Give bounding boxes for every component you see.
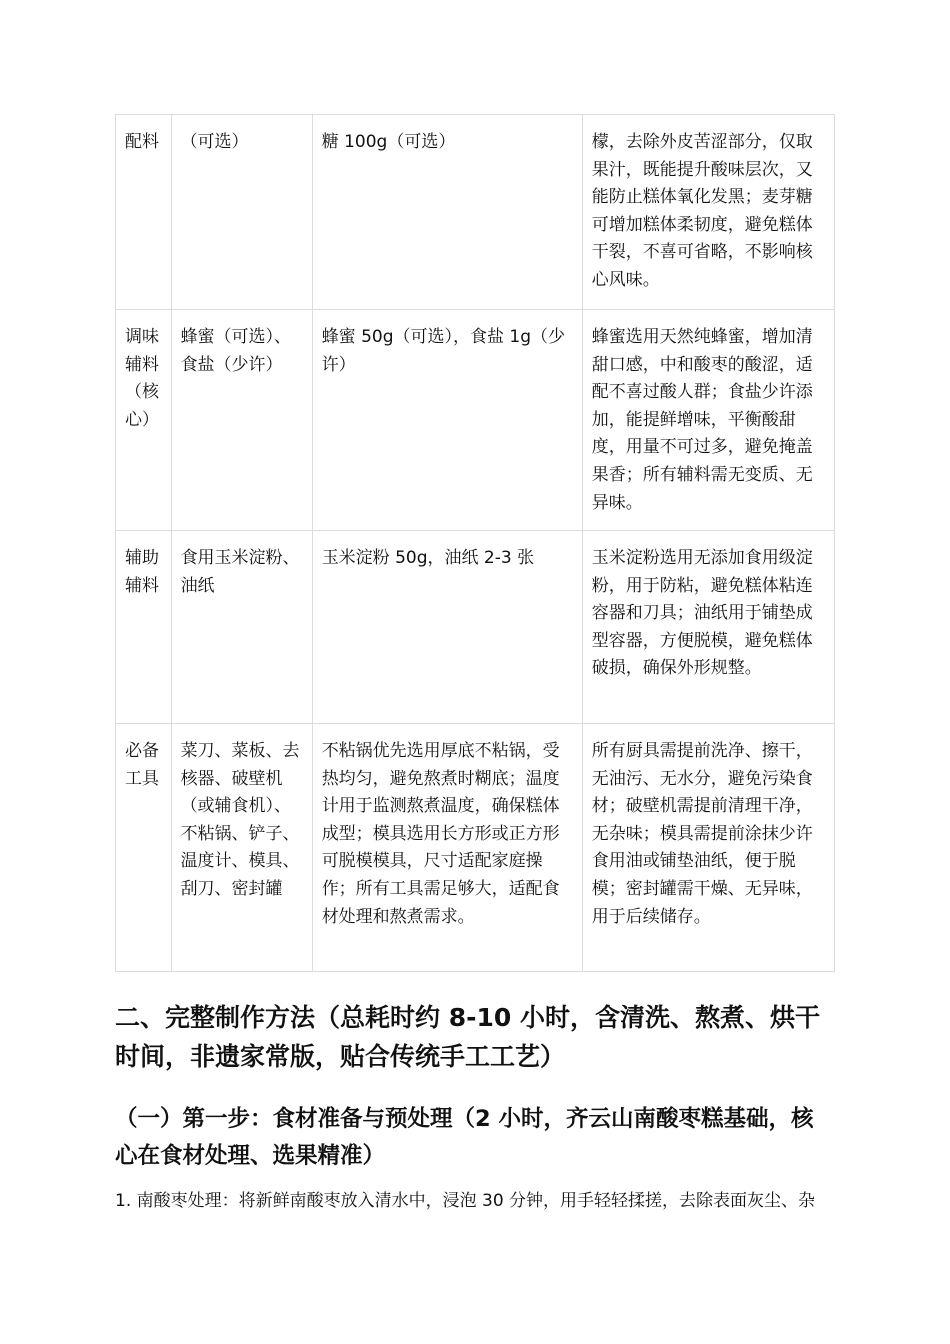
- table-row: [116, 724, 835, 972]
- table-cell-item: （可选）: [171, 115, 312, 310]
- table-row: [116, 115, 835, 310]
- section-title: 二、完整制作方法（总耗时约 8-10 小时，含清洗、熬煮、烘干时间，非遗家常版，贴合传统手工工艺）: [115, 1003, 820, 1071]
- table-cell-item: 菜刀、菜板、去核器、破壁机（或辅食机）、不粘锅、铲子、温度计、模具、刮刀、密封罐: [171, 724, 312, 972]
- table-cell-item: 食用玉米淀粉、油纸: [171, 531, 312, 724]
- table-cell-note: 玉米淀粉选用无添加食用级淀粉，用于防粘，避免糕体粘连容器和刀具；油纸用于铺垫成型容器，方便脱模，避免糕体破损，确保外形规整。: [582, 531, 834, 724]
- table-cell-amount: 玉米淀粉 50g，油纸 2-3 张: [312, 531, 582, 724]
- table-cell-category: 调味辅料（核心）: [116, 310, 172, 531]
- table-cell-amount: 糖 100g（可选）: [312, 115, 582, 310]
- table-cell-item: 蜂蜜（可选）、食盐（少许）: [171, 310, 312, 531]
- table-cell-category: 必备工具: [116, 724, 172, 972]
- table-cell-note: 檬，去除外皮苦涩部分，仅取果汁，既能提升酸味层次，又能防止糕体氧化发黑；麦芽糖可增加糕体柔韧度，避免糕体干裂，不喜可省略，不影响核心风味。: [582, 115, 834, 310]
- ingredients-table: [115, 114, 835, 972]
- table-cell-note: 所有厨具需提前洗净、擦干，无油污、无水分，避免污染食材；破壁机需提前清理干净，无杂味；模具需提前涂抹少许食用油或铺垫油纸，便于脱模；密封罐需干燥、无异味，用于后续储存。: [582, 724, 834, 972]
- step-paragraph: 1. 南酸枣处理：将新鲜南酸枣放入清水中，浸泡 30 分钟，用手轻轻揉搓，去除表面灰尘、杂: [115, 1191, 816, 1211]
- table-row: [116, 531, 835, 724]
- table-cell-category: 配料: [116, 115, 172, 310]
- table-cell-note: 蜂蜜选用天然纯蜂蜜，增加清甜口感，中和酸枣的酸涩，适配不喜过酸人群；食盐少许添加，能提鲜增味，平衡酸甜度，用量不可过多，避免掩盖果香；所有辅料需无变质、无异味。: [582, 310, 834, 531]
- table-row: [116, 310, 835, 531]
- table-cell-amount: 不粘锅优先选用厚底不粘锅，受热均匀，避免熬煮时糊底；温度计用于监测熬煮温度，确保糕体成型；模具选用长方形或正方形可脱模模具，尺寸适配家庭操作；所有工具需足够大，适配食材处理和熬煮需求。: [312, 724, 582, 972]
- subsection-title: （一）第一步：食材准备与预处理（2 小时，齐云山南酸枣糕基础，核心在食材处理、选果精准）: [115, 1106, 814, 1169]
- ingredients-table-container: [115, 114, 835, 972]
- table-cell-amount: 蜂蜜 50g（可选），食盐 1g（少许）: [312, 310, 582, 531]
- table-cell-category: 辅助辅料: [116, 531, 172, 724]
